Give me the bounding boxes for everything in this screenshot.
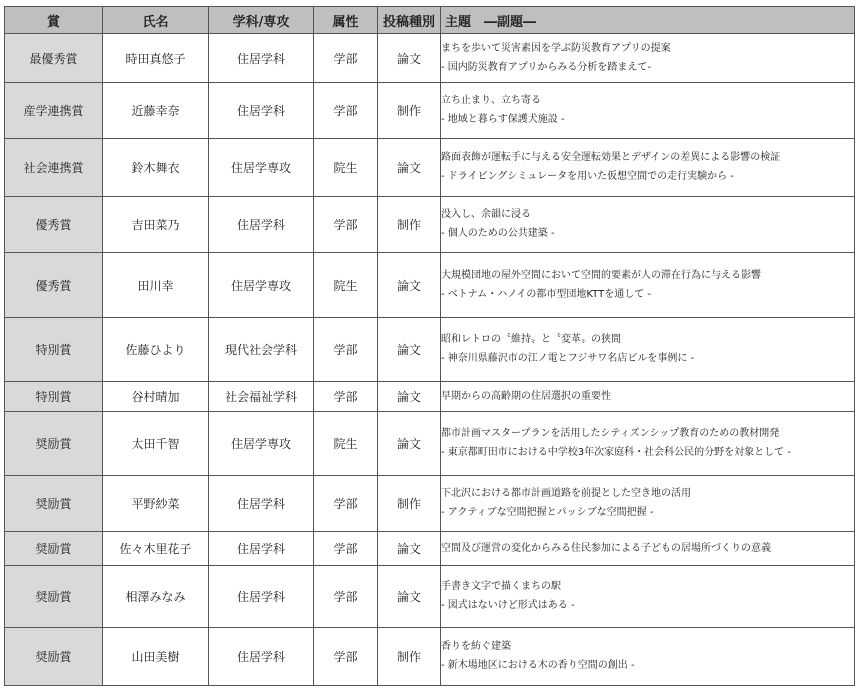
theme-cell: [441, 382, 855, 412]
award-cell: 社会連携賞: [5, 139, 103, 197]
attr-cell: 学部: [314, 532, 378, 566]
table-row: [5, 628, 855, 686]
theme-subtitle: - 図式はないけど形式はある -: [441, 600, 575, 611]
theme-subtitle: - 地域と暮らす保護犬施設 -: [441, 114, 565, 125]
table-row: [5, 253, 855, 318]
award-cell: 奨励賞: [5, 476, 103, 532]
name-cell: 吉田菜乃: [103, 197, 209, 253]
theme-title: 昭和レトロの〝維持〟と〝変革〟の狭間: [441, 334, 621, 345]
award-cell: 最優秀賞: [5, 34, 103, 83]
award-cell: 特別賞: [5, 382, 103, 412]
name-cell: 田川幸: [103, 253, 209, 318]
theme-title: 立ち止まり、立ち寄る: [441, 95, 541, 106]
award-cell: 優秀賞: [5, 253, 103, 318]
dept-cell: 住居学専攻: [209, 253, 314, 318]
theme-cell: [441, 628, 855, 686]
attr-cell: 院生: [314, 253, 378, 318]
attr-cell: 学部: [314, 382, 378, 412]
name-cell: 佐々木里花子: [103, 532, 209, 566]
dept-cell: 住居学専攻: [209, 412, 314, 476]
dept-cell: 住居学科: [209, 566, 314, 628]
attr-cell: 院生: [314, 412, 378, 476]
name-cell: 近藤幸奈: [103, 83, 209, 139]
type-cell: 論文: [378, 139, 441, 197]
attr-cell: 学部: [314, 628, 378, 686]
theme-cell: [441, 318, 855, 382]
table-row: [5, 566, 855, 628]
dept-cell: 住居学科: [209, 34, 314, 83]
dept-cell: 住居学科: [209, 532, 314, 566]
type-cell: 論文: [378, 34, 441, 83]
type-cell: 論文: [378, 382, 441, 412]
name-cell: 谷村晴加: [103, 382, 209, 412]
name-cell: 相澤みなみ: [103, 566, 209, 628]
dept-cell: 現代社会学科: [209, 318, 314, 382]
theme-cell: [441, 197, 855, 253]
theme-cell: [441, 253, 855, 318]
theme-cell: [441, 139, 855, 197]
awards-table: [4, 6, 855, 686]
attr-cell: 院生: [314, 139, 378, 197]
theme-title: 大規模団地の屋外空間において空間的要素が人の滞在行為に与える影響: [441, 269, 761, 281]
dept-cell: 住居学科: [209, 476, 314, 532]
attr-cell: 学部: [314, 83, 378, 139]
header-type: 投稿種別: [378, 7, 441, 34]
theme-cell: [441, 34, 855, 83]
theme-title: 路面表飾が運転手に与える安全運転効果とデザインの差異による影響の検証: [441, 152, 781, 163]
theme-subtitle: - 個人のための公共建築 -: [441, 228, 555, 239]
attr-cell: 学部: [314, 476, 378, 532]
theme-title: 香りを紡ぐ建築: [441, 641, 511, 652]
award-cell: 奨励賞: [5, 566, 103, 628]
table-row: [5, 197, 855, 253]
table-header: [5, 7, 855, 34]
award-cell: 奨励賞: [5, 412, 103, 476]
table-row: [5, 476, 855, 532]
attr-cell: 学部: [314, 318, 378, 382]
header-row: [5, 7, 855, 34]
header-attr: 属性: [314, 7, 378, 34]
theme-subtitle: - 新木場地区における木の香り空間の創出 -: [441, 660, 635, 671]
theme-subtitle: - 神奈川県藤沢市の江ノ電とフジサワ名店ビルを事例に -: [441, 353, 695, 364]
type-cell: 論文: [378, 412, 441, 476]
dept-cell: 住居学科: [209, 83, 314, 139]
theme-title: 没入し、余韻に浸る: [441, 209, 531, 220]
theme-subtitle: - 東京都町田市における中学校3年次家庭科・社会科公民的分野を対象として -: [441, 447, 791, 458]
theme-subtitle: - アクティブな空間把握とパッシブな空間把握 -: [441, 507, 654, 518]
table-row: [5, 83, 855, 139]
theme-subtitle: - ドライビングシミュレータを用いた仮想空間での走行実験から -: [441, 171, 734, 182]
type-cell: 制作: [378, 476, 441, 532]
header-dept: 学科/専攻: [209, 7, 314, 34]
name-cell: 鈴木舞衣: [103, 139, 209, 197]
award-cell: 奨励賞: [5, 532, 103, 566]
theme-title: まちを歩いて災害素因を学ぶ防災教育アプリの提案: [441, 42, 671, 54]
table-row: [5, 318, 855, 382]
attr-cell: 学部: [314, 34, 378, 83]
theme-title: 下北沢における都市計画道路を前提とした空き地の活用: [441, 488, 691, 499]
table-row: [5, 412, 855, 476]
dept-cell: 住居学科: [209, 197, 314, 253]
theme-title: 都市計画マスタープランを活用したシティズンシップ教育のための教材開発: [441, 428, 780, 439]
table-body: [5, 34, 855, 686]
theme-cell: [441, 532, 855, 566]
header-theme: 主題 ―副題―: [441, 7, 855, 34]
dept-cell: 社会福祉学科: [209, 382, 314, 412]
type-cell: 論文: [378, 566, 441, 628]
name-cell: 佐藤ひより: [103, 318, 209, 382]
theme-title: 早期からの高齢期の住居選択の重要性: [441, 390, 611, 402]
name-cell: 時田真悠子: [103, 34, 209, 83]
attr-cell: 学部: [314, 197, 378, 253]
theme-cell: [441, 83, 855, 139]
theme-title: 空間及び運営の変化からみる住民参加による子どもの居場所づくりの意義: [441, 542, 771, 554]
type-cell: 論文: [378, 253, 441, 318]
theme-title: 手書き文字で描くまちの駅: [441, 581, 561, 592]
theme-subtitle: - ベトナム・ハノイの都市型団地KTTを通して -: [441, 288, 651, 300]
header-award: 賞: [5, 7, 103, 34]
type-cell: 論文: [378, 318, 441, 382]
dept-cell: 住居学科: [209, 628, 314, 686]
name-cell: 平野紗菜: [103, 476, 209, 532]
attr-cell: 学部: [314, 566, 378, 628]
award-cell: 特別賞: [5, 318, 103, 382]
name-cell: 太田千智: [103, 412, 209, 476]
award-cell: 産学連携賞: [5, 83, 103, 139]
theme-cell: [441, 566, 855, 628]
award-cell: 優秀賞: [5, 197, 103, 253]
table-row: [5, 139, 855, 197]
type-cell: 論文: [378, 532, 441, 566]
header-name: 氏名: [103, 7, 209, 34]
type-cell: 制作: [378, 628, 441, 686]
table-row: [5, 382, 855, 412]
award-cell: 奨励賞: [5, 628, 103, 686]
name-cell: 山田美樹: [103, 628, 209, 686]
theme-subtitle: - 国内防災教育アプリからみる分析を踏まえて-: [441, 61, 651, 73]
table-row: [5, 532, 855, 566]
type-cell: 制作: [378, 197, 441, 253]
type-cell: 制作: [378, 83, 441, 139]
theme-cell: [441, 412, 855, 476]
theme-cell: [441, 476, 855, 532]
table-row: [5, 34, 855, 83]
dept-cell: 住居学専攻: [209, 139, 314, 197]
